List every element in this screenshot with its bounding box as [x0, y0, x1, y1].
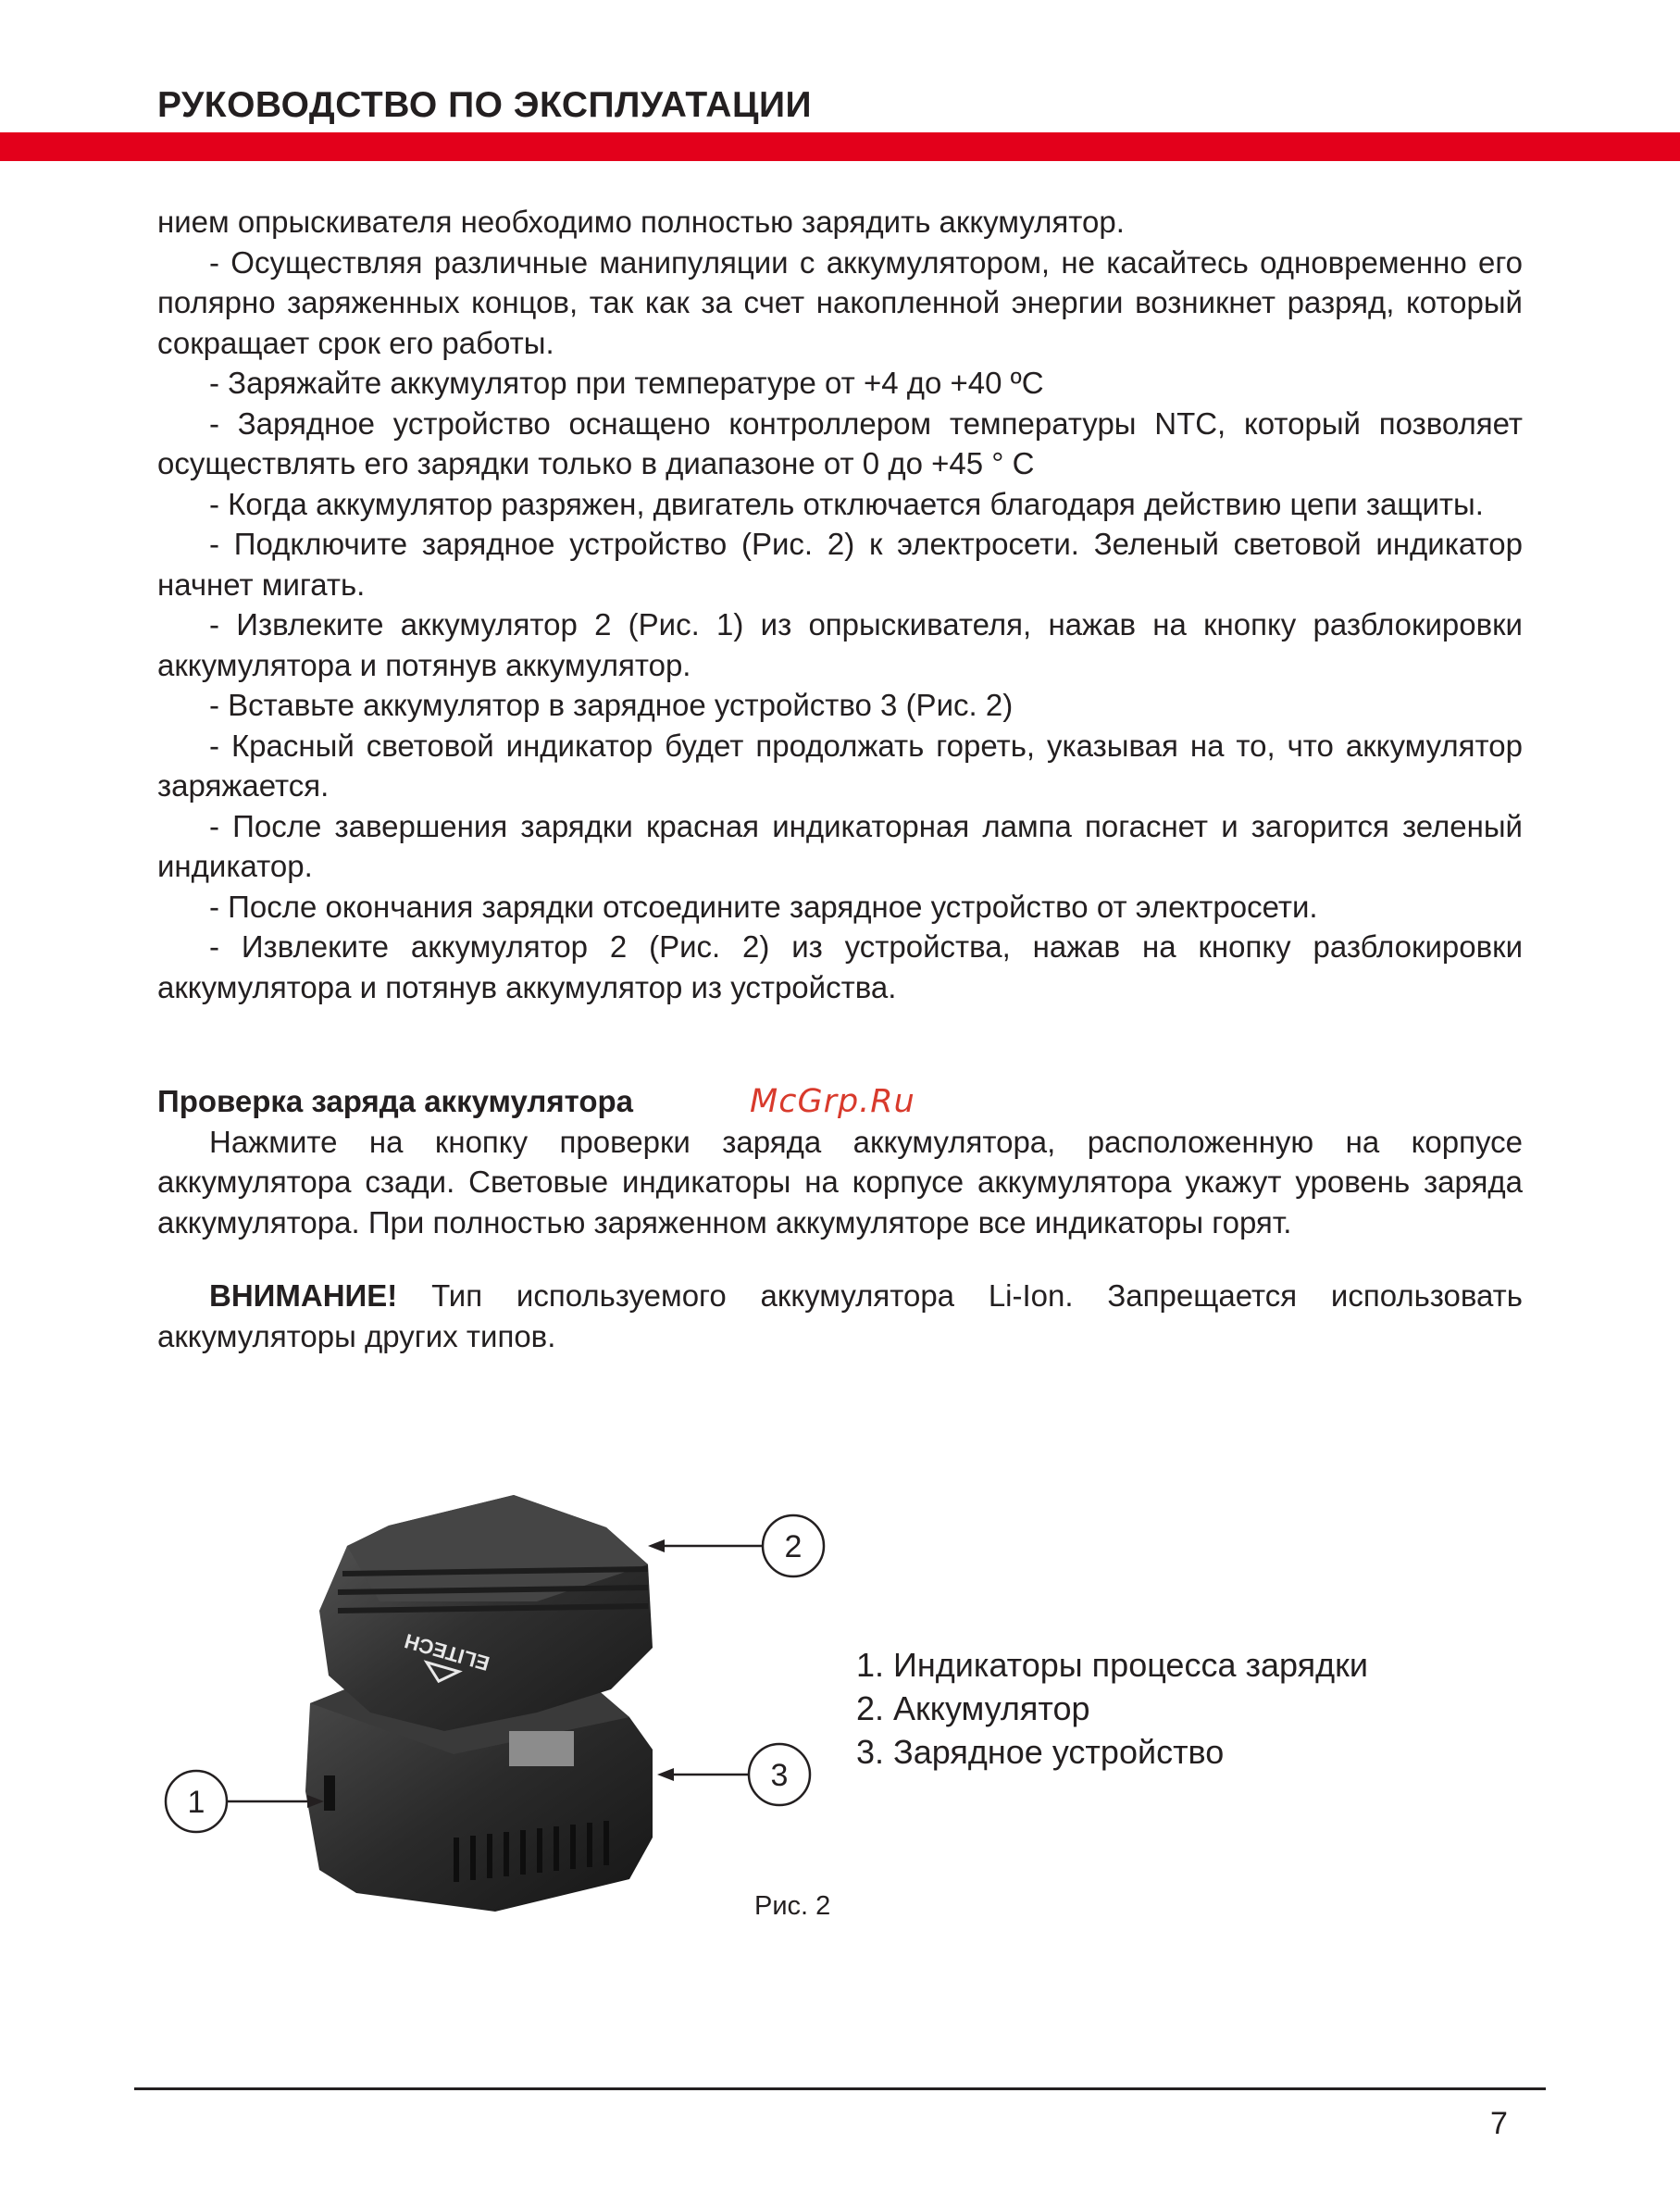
svg-text:1: 1 — [187, 1785, 205, 1820]
charger-indicator — [324, 1775, 335, 1811]
paragraph: - Заряжайте аккумулятор при температуре от +4 до +40 ºC — [209, 366, 1044, 400]
charger-figure — [148, 1472, 889, 1953]
figure-caption: Рис. 2 — [754, 1891, 831, 1921]
paragraph: - Красный световой индикатор будет продолжать гореть, указывая на то, что аккумулятор заряжается. — [157, 728, 1523, 803]
legend-item: 3. Зарядное устройство — [856, 1733, 1225, 1771]
warning-label: ВНИМАНИЕ! — [209, 1278, 398, 1313]
paragraph: - Извлеките аккумулятор 2 (Рис. 1) из опрыскивателя, нажав на кнопку разблокировки аккумулятора и потянув аккумулятор. — [157, 607, 1523, 682]
legend-item: 2. Аккумулятор — [856, 1689, 1090, 1727]
paragraph: - Подключите зарядное устройство (Рис. 2) к электросети. Зеленый световой индикатор начнет мигать. — [157, 527, 1523, 602]
page-number: 7 — [1490, 2106, 1508, 2141]
warning-text: Тип используемого аккумулятора Li-Ion. Запрещается использовать аккумуляторы других типов. — [157, 1278, 1523, 1353]
paragraph: - После окончания зарядки отсоедините зарядное устройство от электросети. — [209, 889, 1318, 924]
warning-block — [157, 1276, 1523, 1356]
paragraph: - Вставьте аккумулятор в зарядное устройство 3 (Рис. 2) — [209, 688, 1014, 722]
page-header-title: РУКОВОДСТВО ПО ЭКСПЛУАТАЦИИ — [157, 85, 813, 125]
svg-text:3: 3 — [770, 1758, 789, 1793]
charger-illustration — [148, 1472, 889, 1953]
watermark[interactable]: McGrp.Ru — [750, 1083, 915, 1120]
instructions-text — [157, 202, 1523, 1007]
svg-text:ELITECH: ELITECH — [402, 1628, 492, 1676]
paragraph: - После завершения зарядки красная индикаторная лампа погаснет и загорится зеленый индикатор. — [157, 808, 1523, 883]
paragraph: - Осуществляя различные манипуляции с аккумулятором, не касайтесь одновременно его полярно заряженных концов, так как за счет накопленной энергии возникнет разряд, который сокращает срок его работы. — [157, 244, 1523, 360]
callout-1 — [166, 1771, 324, 1832]
header-red-bar — [0, 132, 1680, 161]
callout-3 — [657, 1744, 810, 1805]
callout-2 — [648, 1515, 824, 1576]
paragraph: - Когда аккумулятор разряжен, двигатель отключается благодаря действию цепи защиты. — [209, 486, 1484, 521]
paragraph: - Извлеките аккумулятор 2 (Рис. 2) из устройства, нажав на кнопку разблокировки аккумулятора и потянув аккумулятор из устройства. — [157, 929, 1523, 1004]
paragraph: нием опрыскивателя необходимо полностью зарядить аккумулятор. — [157, 205, 1125, 239]
paragraph: - Зарядное устройство оснащено контроллером температуры NTC, который позволяет осуществлять его зарядки только в диапазоне от 0 до +45 ° C — [157, 405, 1523, 480]
legend-item: 1. Индикаторы процесса зарядки — [856, 1646, 1368, 1684]
section-paragraph: Нажмите на кнопку проверки заряда аккумулятора, расположенную на корпусе аккумулятора сзади. Световые индикаторы на корпусе аккумулятора укажут уровень заряда аккумулятора. При полностью заряженном аккумуляторе все индикаторы горят. — [157, 1124, 1523, 1240]
svg-text:2: 2 — [784, 1529, 803, 1564]
section-title: Проверка заряда аккумулятора — [157, 1084, 634, 1118]
footer-divider — [134, 2087, 1546, 2090]
figure-legend — [856, 1643, 1368, 1774]
